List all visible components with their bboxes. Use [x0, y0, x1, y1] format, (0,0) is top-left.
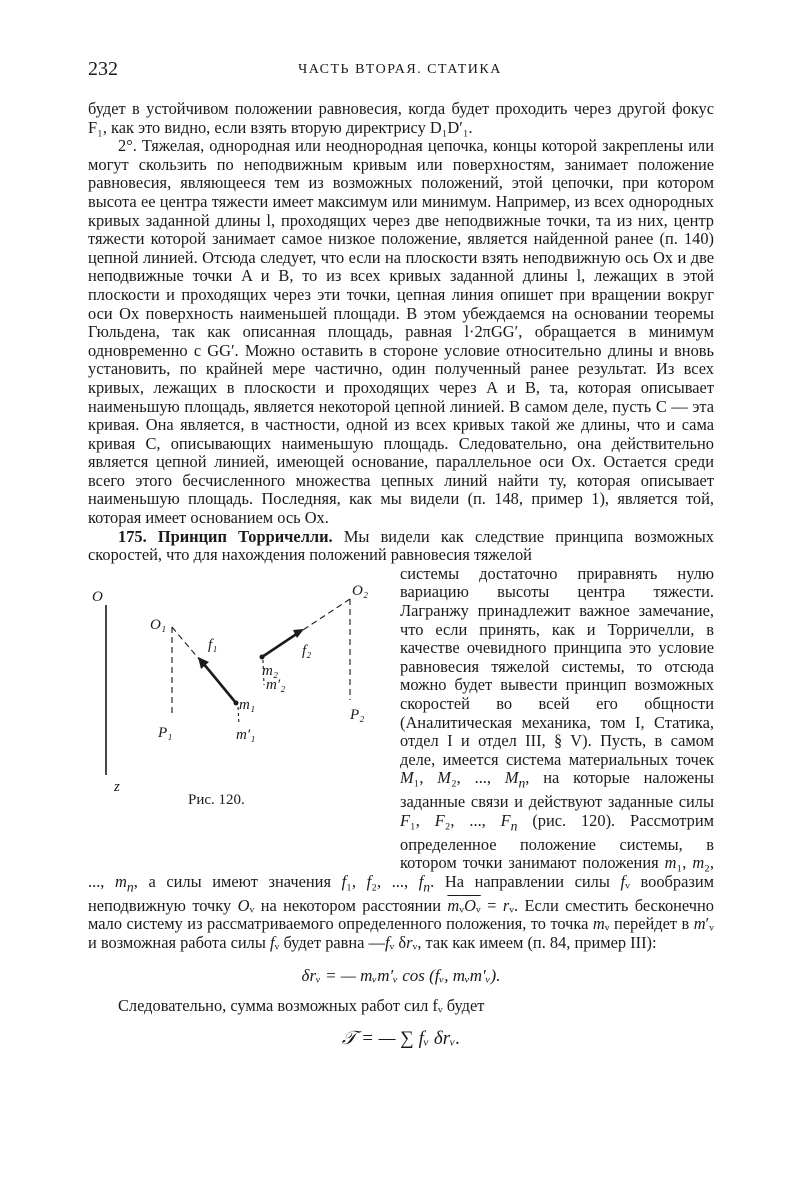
label-O1: O₁ [150, 616, 167, 633]
force-f1-arrow [203, 663, 236, 703]
formula-total-work: 𝒯 = — ∑ fᵥ δrᵥ. [341, 1027, 461, 1049]
page-number: 232 [88, 58, 118, 80]
figure-120 [88, 565, 392, 855]
label-P2: P₂ [350, 706, 365, 723]
label-f2: f₂ [302, 642, 312, 659]
paragraph-heavy-chain: 2°. Тяжелая, однородная или неоднородная цепочка, концы которой закреплены или могут скользить по неподвижным кривым или поверхностям, занимает положение равновесия, являющееся тем из возможных положений, этой цепочки, при котором высота ее центра тяжести имеет максимум или минимум. Например, из всех однородных кривых заданной длины l, проходящих через две неподвижные точки, та из них, центр тяжести которой занимает самое низкое положение, является найденной ранее (п. 140) цепной линией. Отсюда следует, что если на плоскости взять неподвижную ось Ox и две неподвижные точки A и B, то из всех кривых заданной длины l, лежащих в этой плоскости и проходящих через эти точки, цепная линия опишет при вращении вокруг оси Ox поверхность наименьшей площади. В этом убеждаемся на основании теоремы Гюльдена, так как описанная площадь, равная l·2πGG′, обращается в минимум одновременно с GG′. Можно оставить в стороне условие относительно длины и вновь установить, по крайней мере частично, один полученный ранее результат. Из всех кривых, лежащих в плоскости и проходящих через A и B, та, которая описывает наименьшую площадь, является некоторой цепной линией. В самом деле, пусть C — эта кривая. Она является, в частности, одной из всех кривых такой же длины, что и сама кривая C, описывающих наименьшую площадь. Следовательно, она действительно является цепной линией, имеющей основание, параллельное оси Ox. Остается среди всего этого бесчисленного множества цепных линий найти ту, которая описывает наименьшую площадь. Последняя, как мы видели (п. 148, пример 1), является той, которая имеет основанием ось Ox. [88, 136, 714, 528]
section-first-line-text: Мы видели как следствие принципа возможных скоростей, что для нахождения положений равновесия тяжелой [88, 526, 714, 565]
formula-delta-r: δrᵥ = — mᵥm′ᵥ cos (fᵥ, mᵥm′ᵥ). [301, 965, 501, 985]
label-P1: P₁ [158, 724, 173, 741]
point-m2 [260, 654, 265, 659]
figure-caption: Рис. 120. [188, 791, 245, 808]
label-m1: m₁ [239, 696, 256, 713]
paragraph-continuation: будет в устойчивом положении равновесия, когда будет проходить через другой фокус F₁, как это видно, если взять вторую директрису D₁D′₁. [88, 99, 714, 137]
force-f2-arrow [262, 633, 298, 657]
label-f1: f₁ [208, 636, 218, 653]
label-m1-prime: m′₁ [236, 726, 256, 743]
page-header [88, 58, 712, 82]
paragraph-sum-works: Следовательно, сумма возможных работ сил fᵥ будет [118, 996, 485, 1016]
paragraph-torricelli-body: системы достаточно приравнять нулю вариацию высоты центра тяжести. Лагранжу принадлежит важное замечание, что если принять, как и Торричелли, в качестве очевидного принципа это условие равновесия тяжелой системы, то отсюда можно будет вывести принцип возможных скоростей во всей его общности (Аналитическая механика, том I, Статика, отдел I и отдел III, § V). Пусть, в самом деле, имеется система материальных точек M₁, M₂, ..., $M_n$, на которые наложены заданные связи и действуют заданные силы F₁, F₂, ..., $F_n$ (рис. 120). Рассмотрим определенное положение системы, в котором точки занимают положения m₁, m₂, ..., $m_n$, а силы имеют значения f₁, f₂, ..., $f_n$. На направлении силы fᵥ вообразим неподвижную точку Oᵥ на некотором расстоянии mᵥOᵥ = rᵥ. Если сместить бесконечно мало систему из рассматриваемого определенного положения, то точка mᵥ перейдет в m′ᵥ и возможная работа силы fᵥ будет равна —fᵥ δrᵥ, так как имеем (п. 84, пример III): [88, 563, 714, 952]
body-text [88, 100, 714, 1048]
label-z: z [114, 778, 120, 795]
section-175 [88, 528, 714, 565]
figure-120-drawing [88, 565, 392, 855]
point-m1 [234, 700, 239, 705]
label-O: O [92, 588, 103, 605]
label-O2: O₂ [352, 582, 369, 599]
label-m2-prime: m′₂ [266, 676, 286, 693]
label-m2: m₂ [262, 662, 279, 679]
section-title: 175. Принцип Торричелли. [118, 526, 333, 546]
running-title: ЧАСТЬ ВТОРАЯ. СТАТИКА [298, 62, 502, 77]
